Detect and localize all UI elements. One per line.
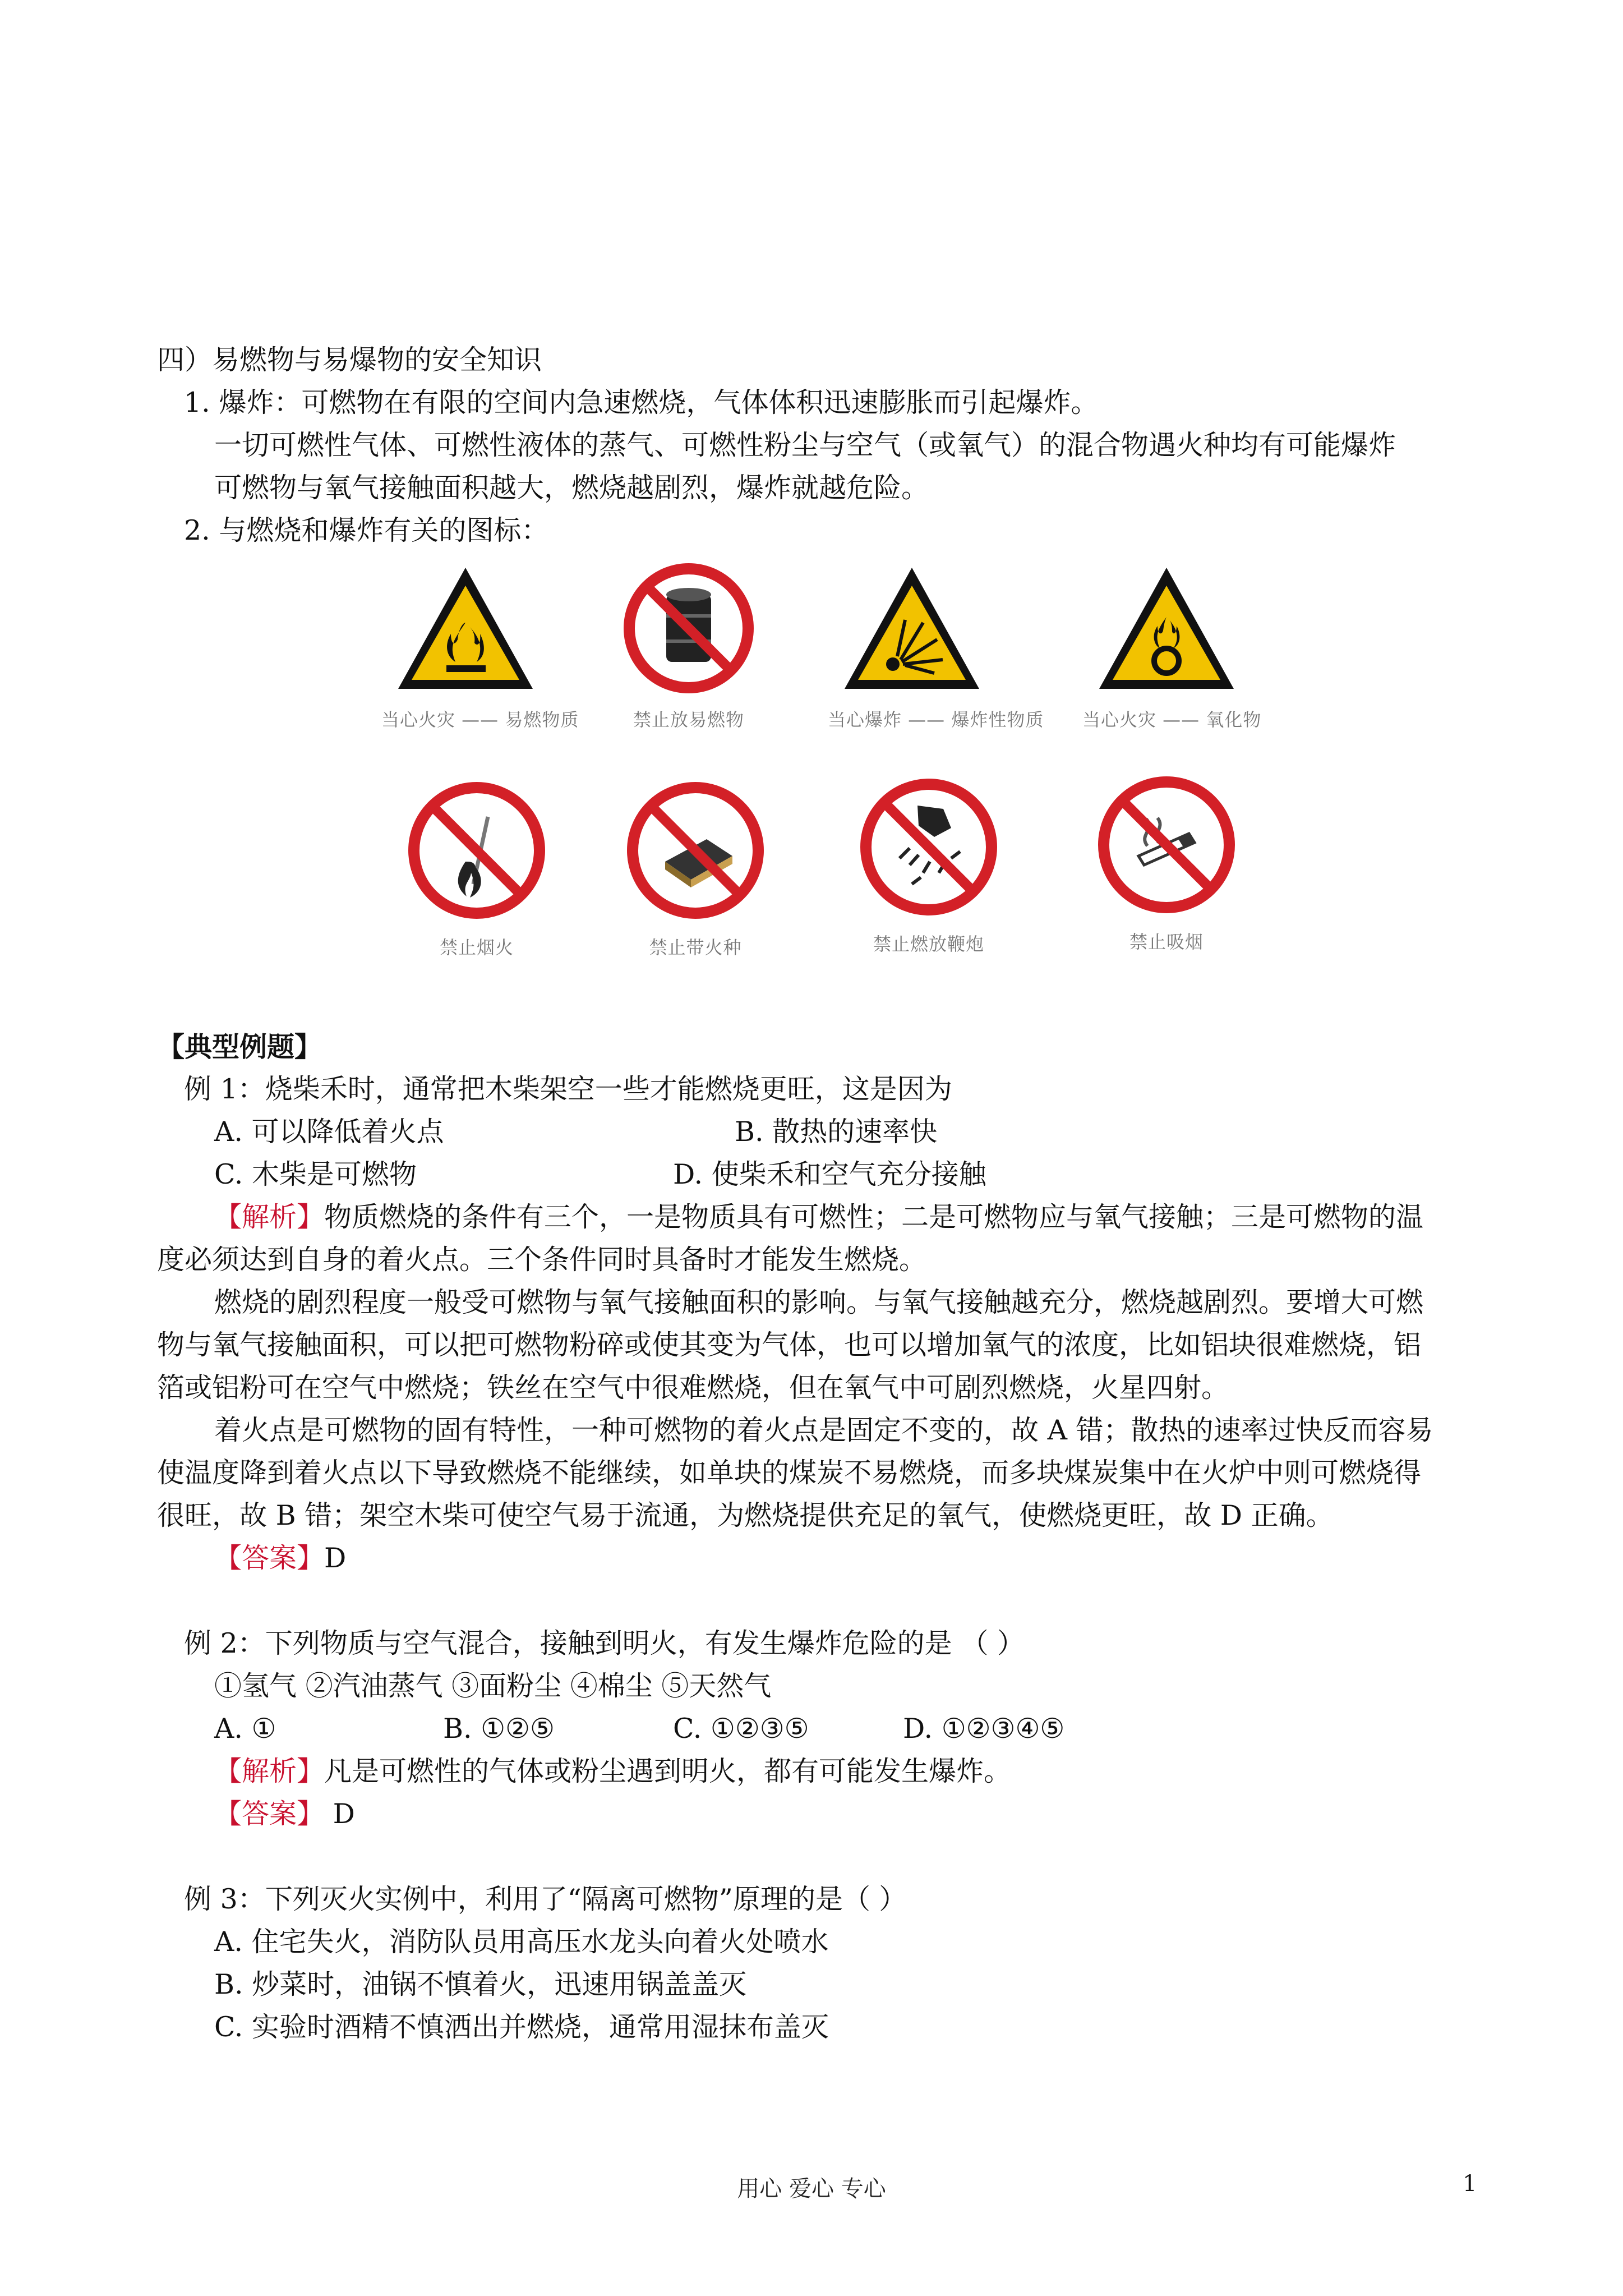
explosion-icon bbox=[839, 561, 985, 696]
example-3-option-a: A. 住宅失火，消防队员用高压水龙头向着火处喷水 bbox=[214, 1926, 829, 1958]
sign-caption: 当心爆炸 —— 爆炸性物质 bbox=[828, 709, 1044, 730]
analysis-text: 物质燃烧的条件有三个，一是物质具有可燃性；二是可燃物应与氧气接触；三是可燃物的温 bbox=[324, 1201, 1424, 1233]
cigarette-icon bbox=[1094, 772, 1239, 918]
sign-caption: 当心火灾 —— 氧化物 bbox=[1082, 709, 1262, 730]
sign-caption: 禁止烟火 bbox=[439, 937, 514, 958]
example-2-analysis bbox=[214, 1755, 1011, 1788]
example-3-question: 例 3：下列灭火实例中，利用了“隔离可燃物”原理的是（ ） bbox=[184, 1883, 907, 1915]
example-1-question: 例 1：烧柴禾时，通常把木柴架空一些才能燃烧更旺，这是因为 bbox=[184, 1073, 952, 1105]
sign-no-flammables bbox=[605, 561, 773, 731]
sign-explosive bbox=[828, 561, 1044, 731]
sign-oxidizer bbox=[1082, 561, 1262, 731]
example-1-option-b: B. 散热的速率快 bbox=[735, 1116, 938, 1148]
example-1-option-c: C. 木柴是可燃物 bbox=[214, 1158, 417, 1190]
example-2-answer bbox=[214, 1797, 355, 1831]
point-1-line-2: 一切可燃性气体、可燃性液体的蒸气、可燃性粉尘与空气（或氧气）的混合物遇火种均有可能爆炸 bbox=[214, 429, 1396, 461]
sign-caption: 禁止带火种 bbox=[649, 937, 742, 958]
example-1-option-d: D. 使柴禾和空气充分接触 bbox=[673, 1158, 986, 1190]
barrel-icon bbox=[616, 561, 762, 696]
sign-no-smoking bbox=[1082, 772, 1251, 954]
page-footer: 用心 爱心 专心 bbox=[737, 2176, 886, 2202]
example-1-analysis-line-1 bbox=[214, 1200, 1423, 1234]
example-1-analysis-line-6: 着火点是可燃物的固有特性，一种可燃物的着火点是固定不变的，故 A 错；散热的速率过快反而容易 bbox=[214, 1414, 1433, 1446]
sign-caption: 当心火灾 —— 易燃物质 bbox=[381, 709, 579, 730]
analysis-text: 凡是可燃性的气体或粉尘遇到明火，都有可能发生爆炸。 bbox=[324, 1755, 1012, 1787]
point-1-line-3: 可燃物与氧气接触面积越大，燃烧越剧烈，爆炸就越危险。 bbox=[214, 472, 929, 504]
example-1-answer bbox=[214, 1542, 346, 1575]
sign-fire-flammable bbox=[381, 561, 579, 731]
match-flame-icon bbox=[404, 777, 550, 923]
example-2-items: ①氢气 ②汽油蒸气 ③面粉尘 ④棉尘 ⑤天然气 bbox=[214, 1670, 772, 1702]
sign-caption: 禁止燃放鞭炮 bbox=[873, 933, 984, 955]
sign-no-kindling bbox=[611, 777, 780, 959]
example-3-option-c: C. 实验时酒精不慎洒出并燃烧，通常用湿抹布盖灭 bbox=[214, 2011, 829, 2043]
example-1-analysis-line-2: 度必须达到自身的着火点。三个条件同时具备时才能发生燃烧。 bbox=[157, 1244, 927, 1276]
example-1-analysis-line-7: 使温度降到着火点以下导致燃烧不能继续，如单块的煤炭不易燃烧，而多块煤炭集中在火炉中则可燃烧得 bbox=[157, 1457, 1422, 1489]
example-1-analysis-line-5: 箔或铝粉可在空气中燃烧；铁丝在空气中很难燃烧，但在氧气中可剧烈燃烧，火星四射。 bbox=[157, 1372, 1229, 1404]
analysis-tag: 【解析】 bbox=[214, 1755, 325, 1787]
sign-caption: 禁止放易燃物 bbox=[633, 709, 744, 730]
firecracker-icon bbox=[856, 774, 1002, 920]
example-1-analysis-line-8: 很旺，故 B 错；架空木柴可使空气易于流通，为燃烧提供充足的氧气，使燃烧更旺，故 D 正确。 bbox=[157, 1499, 1334, 1531]
examples-heading: 【典型例题】 bbox=[157, 1030, 322, 1063]
example-2-option-a: A. ① bbox=[214, 1713, 276, 1745]
page-number: 1 bbox=[1463, 2171, 1477, 2197]
flame-icon bbox=[393, 561, 538, 696]
sign-caption: 禁止吸烟 bbox=[1129, 931, 1204, 953]
example-2-option-d: D. ①②③④⑤ bbox=[903, 1713, 1065, 1745]
section-heading: 四）易燃物与易爆物的安全知识 bbox=[157, 344, 542, 376]
answer-value: D bbox=[324, 1798, 355, 1830]
example-1-analysis-line-4: 物与氧气接触面积，可以把可燃物粉碎或使其变为气体，也可以增加氧气的浓度，比如铝块很难燃烧，铝 bbox=[157, 1329, 1422, 1361]
answer-value: D bbox=[324, 1542, 347, 1574]
point-1: 1. 爆炸：可燃物在有限的空间内急速燃烧，气体体积迅速膨胀而引起爆炸。 bbox=[184, 386, 1099, 418]
oxidizer-icon bbox=[1094, 561, 1239, 696]
example-1-option-a: A. 可以降低着火点 bbox=[214, 1116, 444, 1148]
answer-tag: 【答案】 bbox=[214, 1798, 325, 1830]
answer-tag: 【答案】 bbox=[214, 1542, 325, 1574]
sign-no-firecrackers bbox=[845, 774, 1013, 956]
analysis-tag: 【解析】 bbox=[214, 1201, 325, 1233]
example-2-option-c: C. ①②③⑤ bbox=[673, 1713, 809, 1745]
example-2-option-b: B. ①②⑤ bbox=[443, 1713, 555, 1745]
example-2-question: 例 2：下列物质与空气混合，接触到明火，有发生爆炸危险的是 （ ） bbox=[184, 1627, 1025, 1659]
example-3-option-b: B. 炒菜时，油锅不慎着火，迅速用锅盖盖灭 bbox=[214, 1968, 747, 2000]
point-2: 2. 与燃烧和爆炸有关的图标： bbox=[184, 514, 549, 546]
example-1-analysis-line-3: 燃烧的剧烈程度一般受可燃物与氧气接触面积的影响。与氧气接触越充分，燃烧越剧烈。要增大可燃 bbox=[214, 1286, 1424, 1318]
matchbox-icon bbox=[623, 777, 768, 923]
sign-no-fire bbox=[393, 777, 561, 959]
